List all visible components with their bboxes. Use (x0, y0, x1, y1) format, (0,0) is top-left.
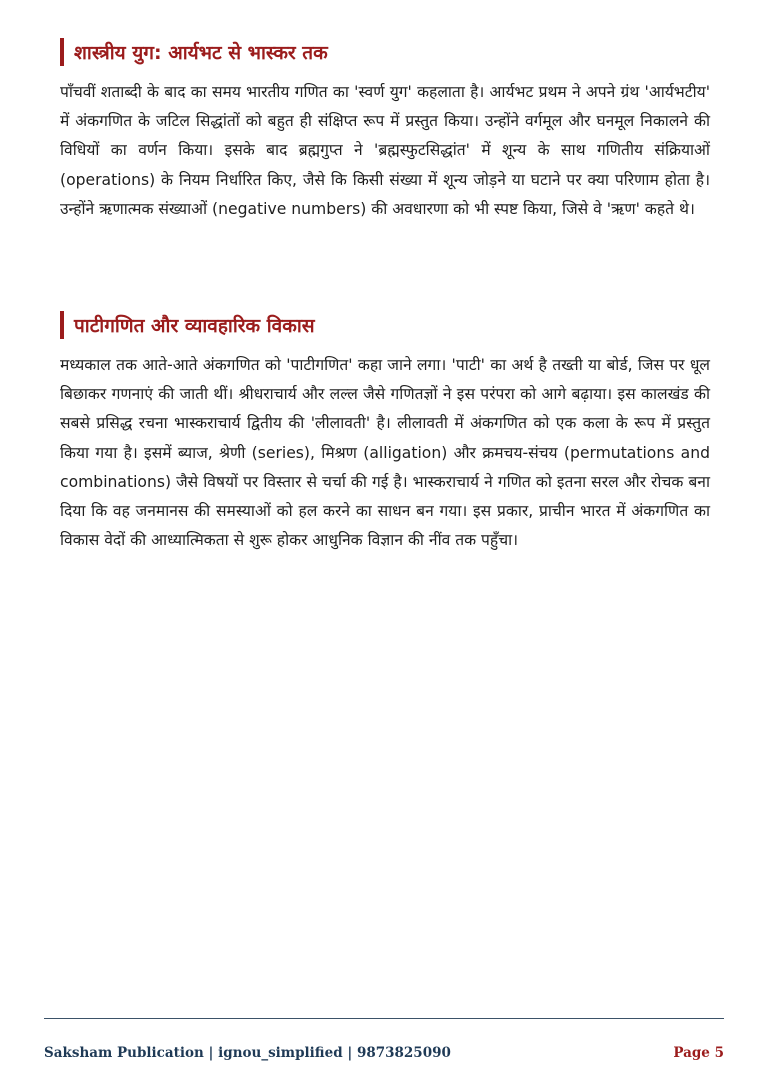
section-heading-text: शास्त्रीय युग: आर्यभट से भास्कर तक (74, 42, 328, 64)
section-classical-era (60, 38, 710, 224)
page-number: Page 5 (673, 1045, 724, 1061)
section-paragraph: मध्यकाल तक आते-आते अंकगणित को 'पाटीगणित' कहा जाने लगा। 'पाटी' का अर्थ है तख्ती या बोर्ड, जिस पर धूल बिछाकर गणनाएं की जाती थीं। श्रीधराचार्य और लल्ल जैसे गणितज्ञों ने इस परंपरा को आगे बढ़ाया। इस कालखंड की सबसे प्रसिद्ध रचना भास्कराचार्य द्वितीय की 'लीलावती' है। लीलावती में अंकगणित को एक कला के रूप में प्रस्तुत किया गया है। इसमें ब्याज, श्रेणी (series), मिश्रण (alligation) और क्रमचय-संचय (permutations and combinations) जैसे विषयों पर विस्तार से चर्चा की गई है। भास्कराचार्य ने गणित को इतना सरल और रोचक बना दिया कि वह जनमानस की समस्याओं को हल करने का साधन बन गया। इस प्रकार, प्राचीन भारत में अंकगणित का विकास वेदों की आध्यात्मिकता से शुरू होकर आधुनिक विज्ञान की नींव तक पहुँचा। (60, 356, 710, 550)
section-patiganit (60, 311, 710, 555)
section-heading-text: पाटीगणित और व्यावहारिक विकास (74, 315, 315, 337)
section-heading (60, 311, 710, 339)
footer-divider (44, 1018, 724, 1019)
footer-publisher-info: Saksham Publication | ignou_simplified | 9873825090 (44, 1045, 451, 1061)
section-heading (60, 38, 710, 66)
section-paragraph: पाँचवीं शताब्दी के बाद का समय भारतीय गणित का 'स्वर्ण युग' कहलाता है। आर्यभट प्रथम ने अपने ग्रंथ 'आर्यभटीय' में अंकगणित के जटिल सिद्धांतों को बहुत ही संक्षिप्त रूप में प्रस्तुत किया। उन्होंने वर्गमूल और घनमूल निकालने की विधियों का वर्णन किया। इसके बाद ब्रह्मगुप्त ने 'ब्रह्मस्फुटसिद्धांत' में शून्य के साथ गणितीय संक्रियाओं (operations) के नियम निर्धारित किए, जैसे कि किसी संख्या में शून्य जोड़ने या घटाने पर क्या परिणाम होता है। उन्होंने ऋणात्मक संख्याओं (negative numbers) की अवधारणा को भी स्पष्ट किया, जिसे वे 'ऋण' कहते थे। (60, 83, 710, 218)
